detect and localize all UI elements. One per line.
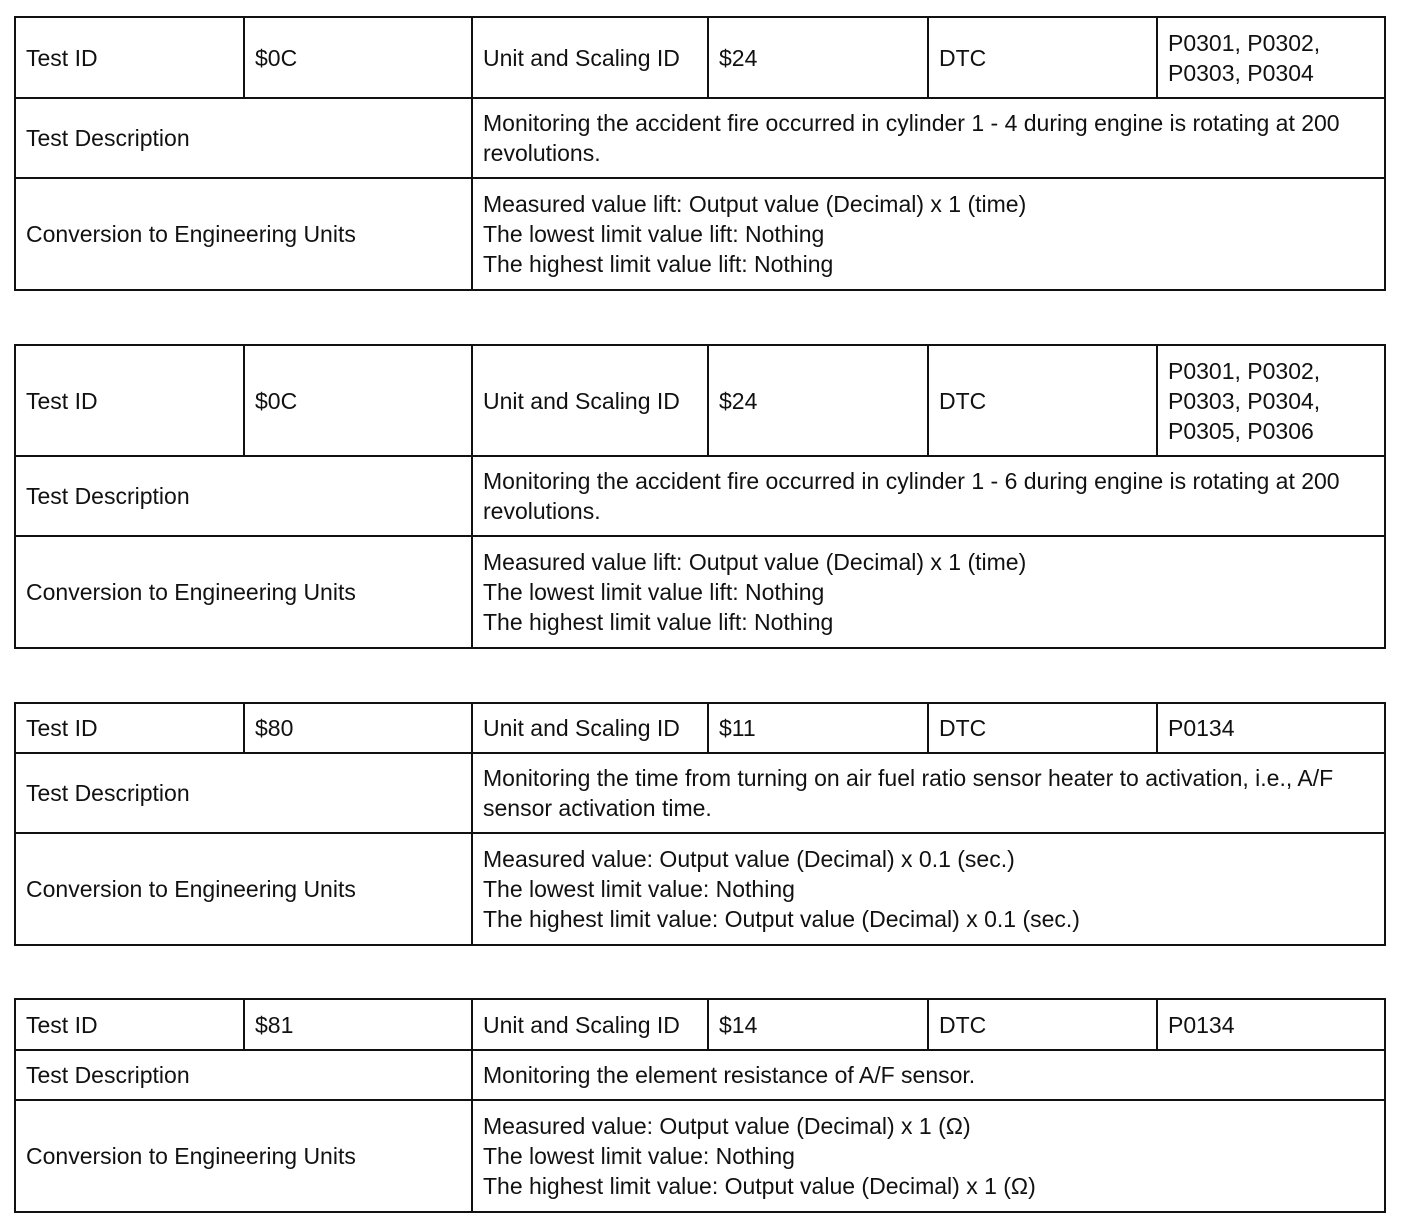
conversion-line-lowest: The lowest limit value lift: Nothing — [483, 221, 825, 247]
unit-scaling-id-label: Unit and Scaling ID — [472, 345, 708, 456]
table-row — [15, 456, 1385, 536]
conversion-value — [472, 536, 1385, 648]
conversion-line-lowest: The lowest limit value: Nothing — [483, 876, 795, 902]
table-row — [15, 833, 1385, 945]
test-id-label: Test ID — [15, 345, 244, 456]
table-row — [15, 1100, 1385, 1212]
conversion-line-highest: The highest limit value lift: Nothing — [483, 251, 834, 277]
test-id-label: Test ID — [15, 17, 244, 98]
conversion-line-measured: Measured value: Output value (Decimal) x 1 (Ω) — [483, 1113, 971, 1139]
table-row — [15, 703, 1385, 753]
unit-scaling-id-value: $24 — [708, 345, 928, 456]
conversion-line-lowest: The lowest limit value: Nothing — [483, 1143, 795, 1169]
table-row — [15, 345, 1385, 456]
unit-scaling-id-value: $24 — [708, 17, 928, 98]
conversion-value — [472, 1100, 1385, 1212]
spec-table-1 — [14, 16, 1386, 291]
conversion-line-measured: Measured value lift: Output value (Decimal) x 1 (time) — [483, 549, 1027, 575]
dtc-label: DTC — [928, 345, 1157, 456]
conversion-label: Conversion to Engineering Units — [15, 178, 472, 290]
table-row — [15, 178, 1385, 290]
dtc-value: P0301, P0302, P0303, P0304, P0305, P0306 — [1157, 345, 1385, 456]
table-row — [15, 1050, 1385, 1100]
table-row — [15, 753, 1385, 833]
dtc-value: P0134 — [1157, 703, 1385, 753]
spec-table-4 — [14, 998, 1386, 1213]
dtc-value: P0134 — [1157, 999, 1385, 1050]
test-description-label: Test Description — [15, 98, 472, 178]
spec-table-2 — [14, 344, 1386, 649]
conversion-label: Conversion to Engineering Units — [15, 536, 472, 648]
test-description-label: Test Description — [15, 456, 472, 536]
unit-scaling-id-value: $14 — [708, 999, 928, 1050]
table-row — [15, 999, 1385, 1050]
unit-scaling-id-label: Unit and Scaling ID — [472, 999, 708, 1050]
dtc-label: DTC — [928, 703, 1157, 753]
unit-scaling-id-label: Unit and Scaling ID — [472, 703, 708, 753]
test-id-value: $81 — [244, 999, 472, 1050]
test-description-value: Monitoring the time from turning on air fuel ratio sensor heater to activation, i.e., A/F sensor activation time. — [472, 753, 1385, 833]
table-row — [15, 98, 1385, 178]
conversion-label: Conversion to Engineering Units — [15, 1100, 472, 1212]
conversion-line-highest: The highest limit value: Output value (Decimal) x 0.1 (sec.) — [483, 906, 1080, 932]
test-id-value: $80 — [244, 703, 472, 753]
conversion-label: Conversion to Engineering Units — [15, 833, 472, 945]
table-row — [15, 17, 1385, 98]
dtc-label: DTC — [928, 999, 1157, 1050]
dtc-label: DTC — [928, 17, 1157, 98]
test-id-label: Test ID — [15, 999, 244, 1050]
conversion-line-measured: Measured value: Output value (Decimal) x 0.1 (sec.) — [483, 846, 1015, 872]
test-id-value: $0C — [244, 345, 472, 456]
conversion-value — [472, 178, 1385, 290]
conversion-line-measured: Measured value lift: Output value (Decimal) x 1 (time) — [483, 191, 1027, 217]
conversion-line-lowest: The lowest limit value lift: Nothing — [483, 579, 825, 605]
cropped-heading-fragment — [700, 0, 1060, 4]
conversion-line-highest: The highest limit value: Output value (Decimal) x 1 (Ω) — [483, 1173, 1036, 1199]
unit-scaling-id-value: $11 — [708, 703, 928, 753]
unit-scaling-id-label: Unit and Scaling ID — [472, 17, 708, 98]
spec-table-3 — [14, 702, 1386, 946]
test-description-value: Monitoring the element resistance of A/F sensor. — [472, 1050, 1385, 1100]
test-id-value: $0C — [244, 17, 472, 98]
test-description-value: Monitoring the accident fire occurred in cylinder 1 - 6 during engine is rotating at 200 revolutions. — [472, 456, 1385, 536]
conversion-line-highest: The highest limit value lift: Nothing — [483, 609, 834, 635]
dtc-value: P0301, P0302, P0303, P0304 — [1157, 17, 1385, 98]
test-description-label: Test Description — [15, 1050, 472, 1100]
test-description-value: Monitoring the accident fire occurred in cylinder 1 - 4 during engine is rotating at 200 revolutions. — [472, 98, 1385, 178]
test-id-label: Test ID — [15, 703, 244, 753]
test-description-label: Test Description — [15, 753, 472, 833]
table-row — [15, 536, 1385, 648]
conversion-value — [472, 833, 1385, 945]
